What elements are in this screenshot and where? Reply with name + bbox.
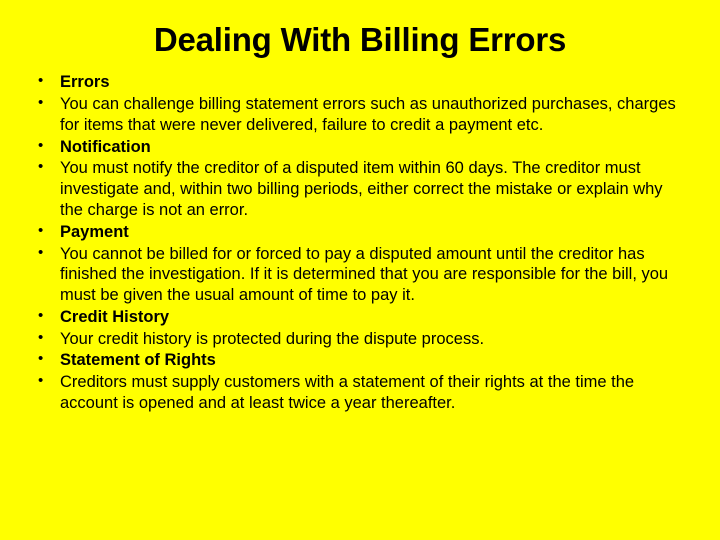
- list-item-text: Notification: [60, 137, 151, 156]
- list-item-text: You can challenge billing statement errors such as unauthorized purchases, charges for items that were never delivered, failure to credit a payment etc.: [60, 95, 676, 134]
- list-item-text: Creditors must supply customers with a statement of their rights at the time the account is opened and at least twice a year thereafter.: [60, 373, 635, 413]
- list-item: [38, 329, 690, 350]
- bullet-list: [0, 72, 720, 414]
- list-item: [38, 244, 690, 306]
- list-item-text: Credit History: [60, 307, 170, 326]
- list-item: [38, 158, 690, 220]
- list-item: [38, 307, 690, 328]
- list-item-text: Errors: [60, 73, 110, 92]
- bullet-icon: •: [38, 306, 44, 324]
- bullet-icon: •: [38, 94, 44, 112]
- bullet-icon: •: [38, 158, 44, 176]
- bullet-icon: •: [38, 328, 44, 346]
- list-item: [38, 137, 690, 158]
- list-item: [38, 94, 690, 136]
- list-item-text: You must notify the creditor of a disputed item within 60 days. The creditor must investigate and, within two billing periods, either correct the mistake or explain why the charge is not an error.: [60, 159, 663, 219]
- page-title: Dealing With Billing Errors: [153, 21, 567, 58]
- list-item: [38, 72, 690, 93]
- bullet-icon: •: [38, 350, 44, 368]
- list-item-text: You cannot be billed for or forced to pay a disputed amount until the creditor has finished the investigation. If it is determined that you are responsible for the bill, you must be given the usual amount of time to pay it.: [60, 244, 669, 305]
- list-item: [38, 222, 690, 243]
- list-item-text: Your credit history is protected during the dispute process.: [60, 329, 485, 348]
- list-item-text: Payment: [60, 222, 129, 241]
- list-item-text: Statement of Rights: [60, 351, 216, 370]
- bullet-icon: •: [38, 243, 44, 261]
- bullet-icon: •: [38, 136, 44, 154]
- list-item: [38, 350, 690, 371]
- bullet-icon: •: [38, 72, 44, 90]
- bullet-icon: •: [38, 372, 44, 390]
- bullet-icon: •: [38, 221, 44, 239]
- list-item: [38, 372, 690, 414]
